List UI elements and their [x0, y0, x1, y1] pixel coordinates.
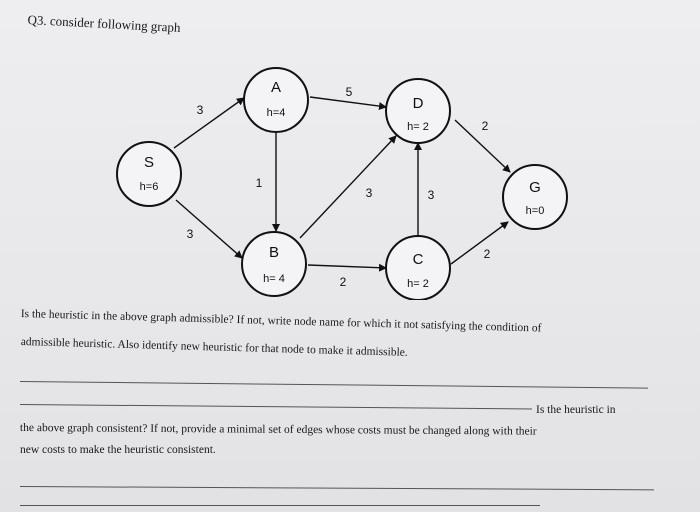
node-g	[503, 165, 567, 229]
edge-c-g	[451, 222, 508, 264]
part2-question-lead: Is the heuristic in	[536, 404, 616, 416]
node-d-heuristic: h= 2	[407, 121, 429, 133]
node-b-name: B	[268, 244, 280, 261]
weight-s-a: 3	[196, 103, 204, 117]
edge-b-c	[308, 265, 386, 268]
edge-b-d	[300, 136, 396, 238]
part2-question-line2: the above graph consistent? If not, provide a minimal set of edges whose costs must be changed along with their	[19, 421, 537, 438]
weight-c-g: 2	[483, 247, 491, 261]
node-b-heuristic: h= 4	[263, 273, 285, 285]
weight-c-d: 3	[427, 188, 435, 202]
weight-b-c: 2	[339, 275, 347, 289]
weight-a-b: 1	[255, 176, 263, 190]
node-g-name: G	[529, 179, 541, 196]
node-a-heuristic: h=4	[266, 107, 286, 119]
question-title: Q3. consider following graph	[27, 12, 181, 35]
node-s	[117, 142, 181, 206]
weight-b-d: 3	[365, 186, 373, 200]
node-s-name: S	[143, 154, 155, 171]
answer-line-4	[20, 505, 540, 506]
node-a-name: A	[270, 79, 282, 96]
node-b	[242, 232, 306, 296]
node-d-name: D	[412, 95, 424, 112]
part1-question-line1: Is the heuristic in the above graph admissible? If not, write node name for which it not satisfying the condition of	[20, 307, 542, 335]
part1-question-line2: admissible heuristic. Also identify new heuristic for that node to make it admissible.	[20, 335, 408, 359]
node-c-name: C	[412, 251, 424, 268]
edge-s-a	[174, 98, 244, 148]
node-s-heuristic: h=6	[139, 181, 159, 193]
node-g-heuristic: h=0	[525, 205, 545, 217]
part2-question-line3: new costs to make the heuristic consistent.	[20, 444, 216, 456]
node-c	[386, 236, 450, 300]
weight-s-b: 3	[186, 227, 194, 241]
node-d	[386, 79, 450, 143]
node-a	[244, 68, 308, 132]
weight-d-g: 2	[481, 119, 489, 133]
node-c-heuristic: h= 2	[407, 278, 429, 290]
weight-a-d: 5	[345, 85, 353, 99]
